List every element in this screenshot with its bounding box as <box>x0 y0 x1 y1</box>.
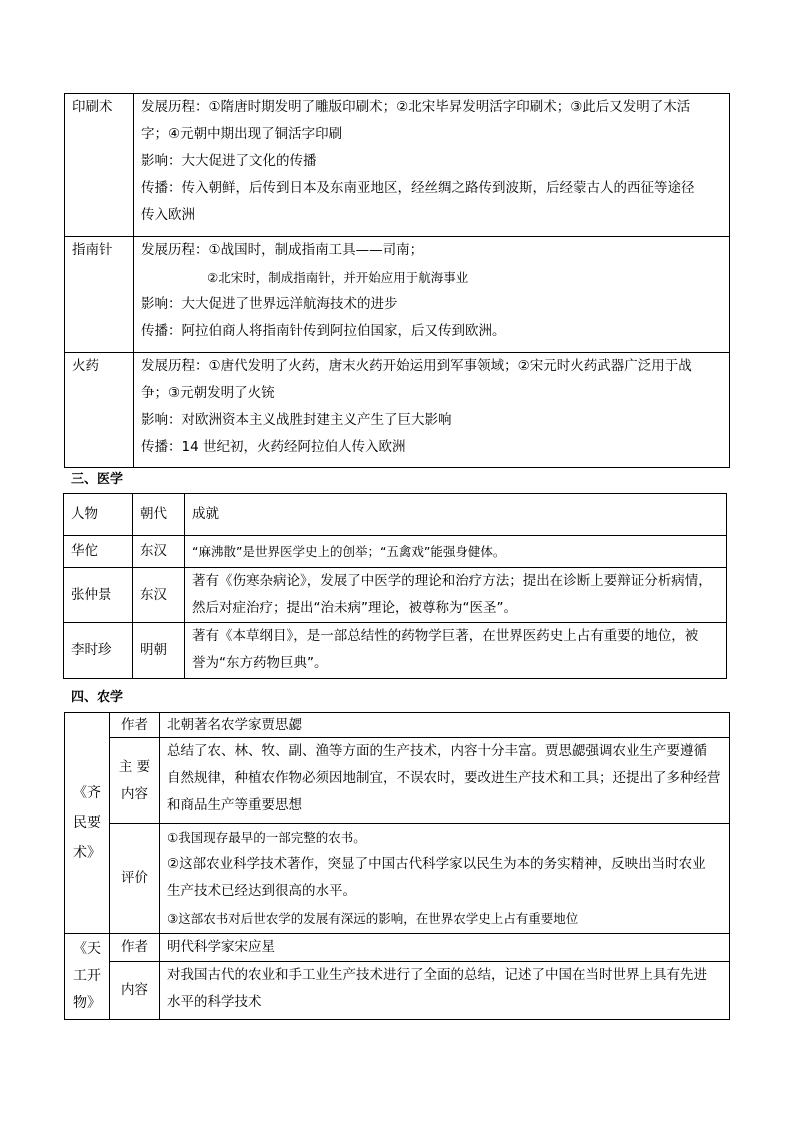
spread-line: 传播：14 世纪初，火药经阿拉伯人传入欧洲 <box>141 439 406 455</box>
person-cell: 李时珍 <box>64 623 133 679</box>
agriculture-table <box>64 712 730 1020</box>
table-row <box>65 738 730 824</box>
content-label: 内容 <box>110 962 160 1020</box>
table-row <box>65 824 730 934</box>
table-row <box>65 94 730 237</box>
section-title-agriculture: 四、农学 <box>71 690 124 705</box>
author-label: 作者 <box>110 713 160 738</box>
inventions-table <box>64 93 730 468</box>
table-row <box>65 713 730 738</box>
spread-line: 传播：传入朝鲜，后传到日本及东南亚地区，经丝绸之路传到波斯，后经蒙古人的西征等途径 <box>141 180 695 196</box>
content-label: 主 要 内容 <box>110 738 160 824</box>
table-row <box>65 237 730 353</box>
content-cell: 总结了农、林、牧、副、渔等方面的生产技术，内容十分丰富。贾思勰强调农业生产要遵循 自然规律，种植农作物必须因地制宜，不误农时，要改进生产技术和工具；还提出了多种经营 和商品生产等重要思想 <box>160 738 730 824</box>
table-row <box>65 353 730 468</box>
header-person: 人物 <box>64 494 133 536</box>
dev-line: 争；③元朝发明了火铳 <box>141 385 275 401</box>
achievement-cell: 著有《本草纲目》，是一部总结性的药物学巨著，在世界医药史上占有重要的地位，被 誉为“东方药物巨典”。 <box>185 623 727 679</box>
medicine-table <box>63 493 727 679</box>
header-achievement: 成就 <box>185 494 727 536</box>
dev-line: 发展历程：①战国时，制成指南工具——司南； <box>141 242 424 258</box>
table-header-row <box>64 494 727 536</box>
achievement-cell: 著有《伤寒杂病论》，发展了中医学的理论和治疗方法；提出在诊断上要辩证分析病情， 然后对症治疗；提出“治未病”理论，被尊称为“医圣”。 <box>185 568 727 623</box>
dynasty-cell: 明朝 <box>133 623 185 679</box>
invention-name: 印刷术 <box>65 94 134 237</box>
invention-details <box>134 94 730 237</box>
invention-details <box>134 353 730 468</box>
spread-line: 传入欧洲 <box>141 207 195 223</box>
dynasty-cell: 东汉 <box>133 568 185 623</box>
dev-line: 字；④元朝中期出现了铜活字印刷 <box>141 126 343 142</box>
table-row <box>64 623 727 679</box>
invention-name: 火药 <box>65 353 134 468</box>
person-cell: 华佗 <box>64 536 133 568</box>
table-row <box>64 568 727 623</box>
book-title-qimin: 《齐 民要 术》 <box>65 713 110 934</box>
author-cell: 北朝著名农学家贾思勰 <box>160 713 730 738</box>
header-dynasty: 朝代 <box>133 494 185 536</box>
dynasty-cell: 东汉 <box>133 536 185 568</box>
author-label: 作者 <box>110 934 160 962</box>
evaluation-label: 评价 <box>110 824 160 934</box>
table-row <box>64 536 727 568</box>
table-row <box>65 934 730 962</box>
impact-line: 影响：大大促进了世界远洋航海技术的进步 <box>141 296 398 312</box>
invention-name: 指南针 <box>65 237 134 353</box>
book-title-tiangong: 《天 工开 物》 <box>65 934 110 1020</box>
content-cell: 对我国古代的农业和手工业生产技术进行了全面的总结，记述了中国在当时世界上具有先进 水平的科学技术 <box>160 962 730 1020</box>
dev-line: 发展历程：①唐代发明了火药，唐末火药开始运用到军事领域；②宋元时火药武器广泛用于战 <box>141 358 692 374</box>
spread-line: 传播：阿拉伯商人将指南针传到阿拉伯国家，后又传到欧洲。 <box>141 323 506 339</box>
dev-line: 发展历程：①隋唐时期发明了雕版印刷术；②北宋毕昇发明活字印刷术；③此后又发明了木活 <box>141 99 691 115</box>
table-row <box>65 962 730 1020</box>
author-cell: 明代科学家宋应星 <box>160 934 730 962</box>
person-cell: 张仲景 <box>64 568 133 623</box>
impact-line: 影响：大大促进了文化的传播 <box>141 153 317 169</box>
impact-line: 影响：对欧洲资本主义战胜封建主义产生了巨大影响 <box>141 412 452 428</box>
invention-details <box>134 237 730 353</box>
evaluation-cell: ①我国现存最早的一部完整的农书。 ②这部农业科学技术著作，突显了中国古代科学家以民生为本的务实精神，反映出当时农业 生产技术已经达到很高的水平。 ③这部农书对后世农学的发展有深远的影响，在世界农学史上占有重要地位 <box>160 824 730 934</box>
achievement-cell: “麻沸散”是世界医学史上的创举；“五禽戏”能强身健体。 <box>185 536 727 568</box>
section-title-medicine: 三、医学 <box>71 472 124 487</box>
dev-line: ②北宋时，制成指南针，并开始应用于航海事业 <box>207 270 469 285</box>
